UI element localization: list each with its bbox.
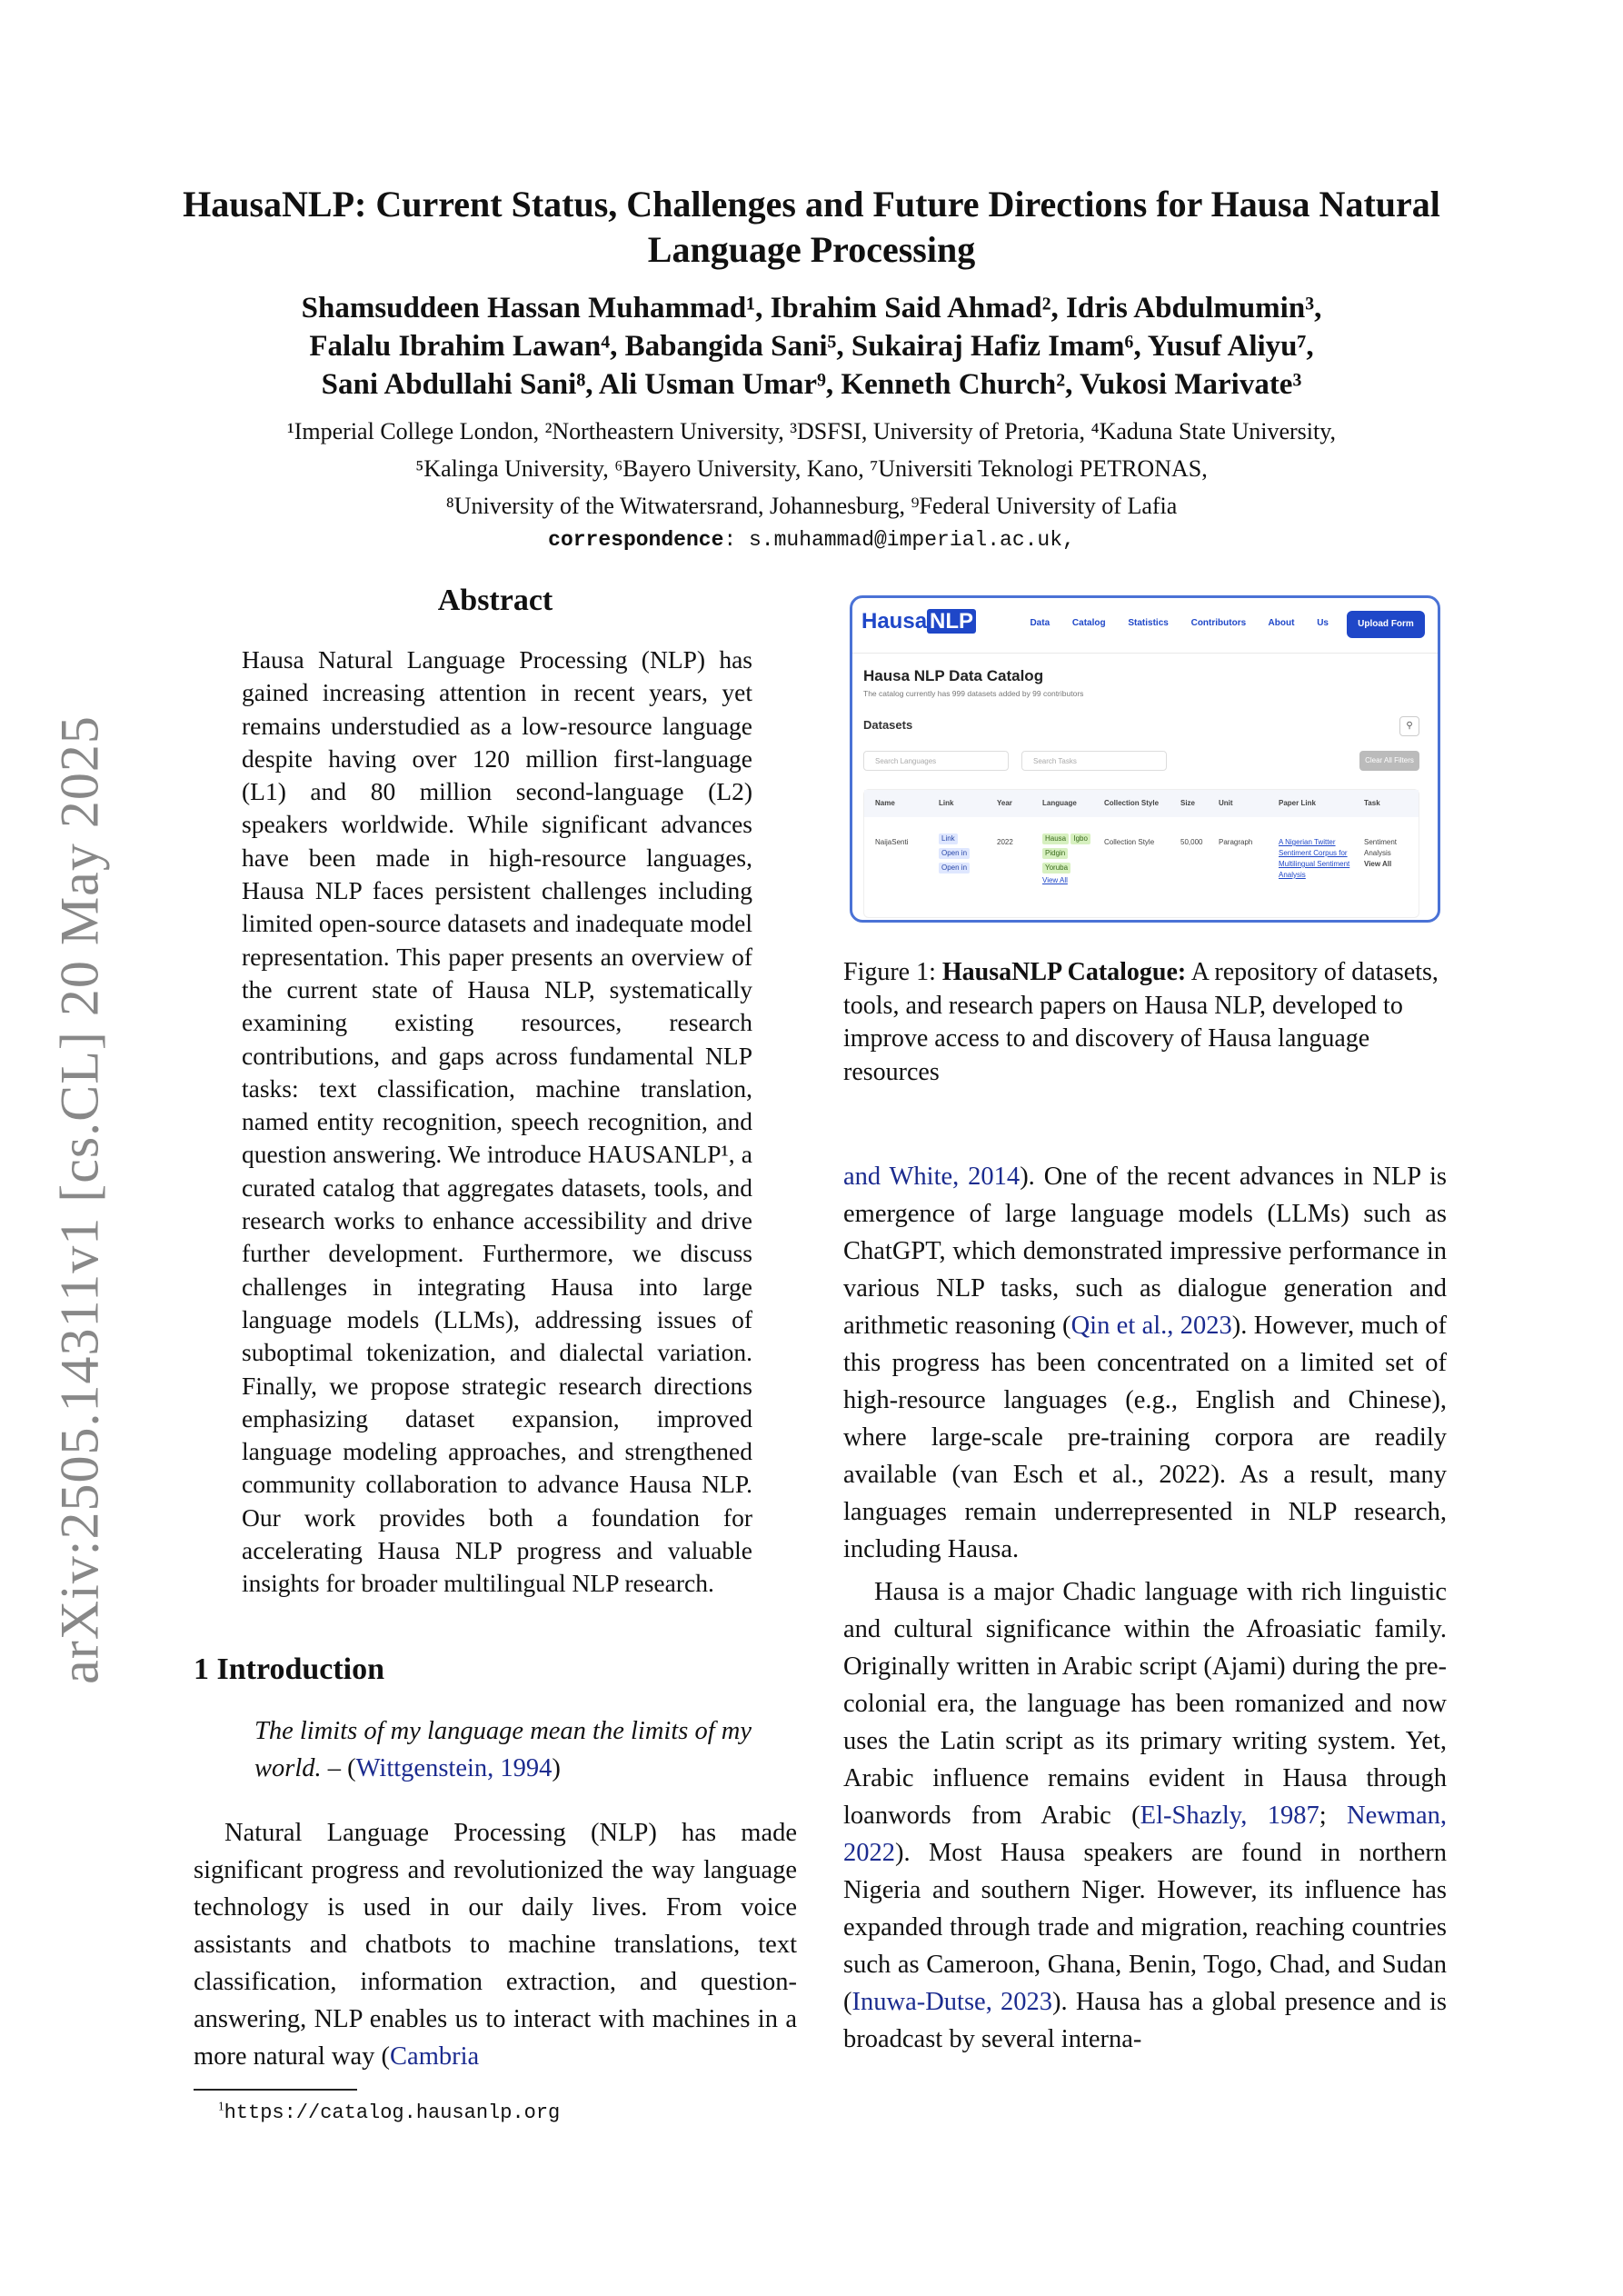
figure-catalogue-screenshot (850, 595, 1440, 923)
caption-text: A repository of datasets, tools, and research papers on Hausa NLP, developed to improve access to and discovery of Hausa language resources (843, 958, 1439, 1086)
citation-link[interactable]: El-Shazly, 1987 (1140, 1802, 1319, 1830)
figure-clear-filters: Clear All Filters (1359, 751, 1419, 771)
table-header-cell: Link (939, 799, 954, 807)
figure-upload-button: Upload Form (1347, 611, 1425, 638)
table-header-cell: Paper Link (1279, 799, 1316, 807)
footnote: $^1$https://catalog.hausanlp.org (218, 2099, 561, 2124)
figure-task-search: Search Tasks (1021, 751, 1167, 771)
search-icon: ⚲ (1399, 716, 1419, 736)
intro-text: Natural Language Processing (NLP) has made significant progress and revolutionized the way language technology is used in our daily lives. From voice assistants and chatbots to machine translations, text classification, information extraction, and question-answering, NLP enables us to interact with machines in a more natural way ( (194, 1819, 797, 2071)
figure-dataset-table (863, 789, 1419, 918)
citation-link[interactable]: and White, 2014 (843, 1163, 1021, 1191)
caption-title: HausaNLP Catalogue: (941, 958, 1187, 986)
epigraph-quote (254, 1712, 763, 1787)
arxiv-identifier: arXiv:2505.14311v1 [cs.CL] 20 May 2025 (49, 715, 110, 1684)
table-cell: Collection Style (1104, 838, 1155, 846)
affiliations (164, 413, 1459, 524)
table-header-cell: Size (1180, 799, 1196, 807)
affiliation-line: ⁸University of the Witwatersrand, Johannesburg, ⁹Federal University of Lafia (445, 493, 1178, 519)
correspondence-email: : s.muhammad@imperial.ac.uk, (723, 528, 1075, 552)
abstract-body: Hausa Natural Language Processing (NLP) has gained increasing attention in recent years, yet remains understudied as a low-resource language despite having over 120 million first-language (L1) and 80 million second-language (L2) speakers worldwide. While significant advances have been made in high-resource languages, Hausa NLP faces persistent challenges including limited open-source datasets and inadequate model representation. This paper presents an overview of the current state of Hausa NLP, systematically examining existing resources, research contributions, and gaps across fundamental NLP tasks: text classification, machine translation, named entity recognition, speech recognition, and question answering. We introduce HAUSANLP¹, a curated catalog that aggregates datasets, tools, and research works to enhance accessibility and drive further development. Furthermore, we discuss challenges in integrating Hausa into large language models (LLMs), addressing issues of suboptimal tokenization, and dialectal variation. Finally, we propose strategic research directions emphasizing dataset expansion, improved language modeling approaches, and strengthened community collaboration to advance Hausa NLP. Our work provides both a foundation for accelerating Hausa NLP progress and valuable insights for broader multilingual NLP research. (242, 645, 752, 1598)
caption-label: Figure 1: (843, 958, 936, 986)
table-cell-task: Sentiment Analysis View All (1364, 838, 1398, 868)
table-header-cell: Collection Style (1104, 799, 1160, 807)
figure-subheading: The catalog currently has 999 datasets added by 99 contributors (863, 689, 1084, 698)
author-line: Falalu Ibrahim Lawan⁴, Babangida Sani⁵, Sukairaj Hafiz Imam⁶, Yusuf Aliyu⁷, (309, 330, 1314, 363)
footnote-rule (194, 2089, 357, 2091)
correspondence-label: correspondence (548, 528, 724, 552)
figure-nav-links: Data Catalog Statistics Contributors About Us (1030, 618, 1329, 628)
correspondence (164, 528, 1459, 552)
figure-heading: Hausa NLP Data Catalog (863, 667, 1044, 684)
abstract-heading: Abstract (437, 584, 553, 617)
quote-text: The limits of my language mean the limits of my world. (254, 1717, 752, 1782)
citation-link[interactable]: Cambria (390, 2042, 480, 2071)
table-header-cell: Unit (1219, 799, 1233, 807)
figure-datasets-label: Datasets (863, 718, 913, 732)
figure-logo: Hausa NLP (861, 609, 976, 634)
table-cell: Paragraph (1219, 838, 1253, 846)
quote-cite-prefix: – ( (321, 1754, 356, 1782)
table-cell: 2022 (997, 838, 1013, 846)
citation-link[interactable]: Wittgenstein, 1994 (355, 1754, 553, 1782)
table-header-cell: Task (1364, 799, 1380, 807)
citation-link[interactable]: Qin et al., 2023 (1070, 1312, 1232, 1340)
citation-link[interactable]: Inuwa-Dutse, 2023 (851, 1988, 1053, 2016)
introduction-paragraph (194, 1814, 797, 2075)
paper-title: HausaNLP: Current Status, Challenges and Future Directions for Hausa Natural Language Processing (183, 184, 1440, 270)
affiliation-line: ⁵Kalinga University, ⁶Bayero University, Kano, ⁷Universiti Teknologi PETRONAS, (415, 455, 1208, 482)
section-heading-introduction: 1 Introduction (194, 1652, 385, 1686)
paragraph: Hausa is a major Chadic language with rich linguistic and cultural significance within the Afroasiatic family. Originally written in Arabic script (Ajami) during the pre-colonial era, the language has been romanized and now uses the Latin script as its primary writing system. Yet, Arabic influence remains evident in Hausa through loanwords from Arabic (El-Shazly, 1987; Newman, 2022). Most Hausa speakers are found in northern Nigeria and southern Niger. However, its influence has expanded through trade and migration, reaching countries such as Cameroon, Ghana, Benin, Togo, Chad, and Sudan (Inuwa-Dutse, 2023). Hausa has a global presence and is broadcast by several interna- (843, 1578, 1447, 2053)
table-header-cell: Name (875, 799, 895, 807)
table-cell: NaijaSenti (875, 838, 909, 846)
footnote-url[interactable]: https://catalog.hausanlp.org (224, 2101, 561, 2124)
author-line: Shamsuddeen Hassan Muhammad¹, Ibrahim Said Ahmad², Idris Abdulmumin³, (301, 292, 1322, 324)
author-line: Sani Abdullahi Sani⁸, Ali Usman Umar⁹, Kenneth Church², Vukosi Marivate³ (321, 368, 1302, 401)
table-cell: 50,000 (1180, 838, 1203, 846)
table-header-cell: Year (997, 799, 1012, 807)
table-header-cell: Language (1042, 799, 1077, 807)
quote-cite-suffix: ) (552, 1754, 561, 1782)
affiliation-line: ¹Imperial College London, ²Northeastern University, ³DSFSI, University of Pretoria, ⁴Kaduna State University, (286, 418, 1337, 444)
paragraph: and White, 2014). One of the recent advances in NLP is emergence of large language models (LLMs) such as ChatGPT, which demonstrated impressive performance in various NLP tasks, such as dialogue generation and arithmetic reasoning (Qin et al., 2023). However, much of this progress has been concentrated on a limited set of high-resource languages (e.g., English and Chinese), where large-scale pre-training corpora are readily available (van Esch et al., 2022). As a result, many languages remain underrepresented in NLP research, including Hausa. (843, 1163, 1447, 1563)
figure-table-header (864, 790, 1419, 817)
figure-language-search: Search Languages (863, 751, 1009, 771)
citation-link[interactable]: Newman, 2022 (843, 1802, 1447, 1867)
figure-caption (843, 956, 1447, 1089)
right-column-body (843, 1158, 1447, 2058)
table-cell-links: Link Open in Open in (939, 832, 970, 875)
table-cell-paper-link: A Nigerian Twitter Sentiment Corpus for Multilingual Sentiment Analysis (1279, 838, 1350, 879)
author-list (164, 289, 1459, 404)
table-cell-languages: Hausa Igbo Pidgin Yoruba View All (1042, 832, 1090, 886)
